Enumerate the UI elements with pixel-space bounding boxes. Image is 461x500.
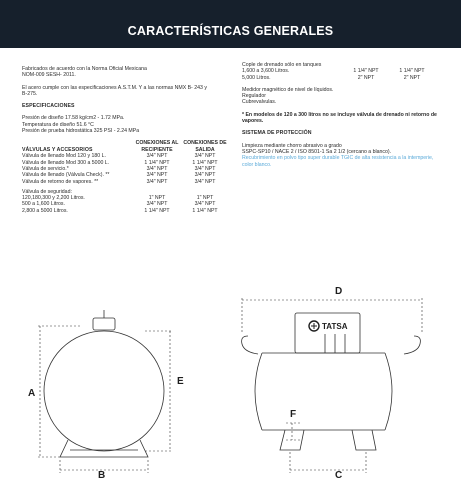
coating-line-2: color blanco. xyxy=(242,161,272,168)
page-title: CARACTERÍSTICAS GENERALES xyxy=(127,24,334,38)
valve-conn-salida: 3/4" NPT xyxy=(194,172,216,179)
tatsa-logo xyxy=(309,321,319,331)
safety-conn-salida: 1" NPT xyxy=(196,195,214,202)
safety-conn-salida: 1 1/4" NPT xyxy=(192,207,218,214)
safety-conn-recipiente: 1" NPT xyxy=(148,195,166,202)
spec-test-pressure: Presión de prueba hidrostática 325 PSI - 2.24 MPa xyxy=(22,128,140,135)
tank-side-view xyxy=(44,310,164,457)
tank-right-cap xyxy=(385,353,392,430)
dim-label-d: D xyxy=(335,286,343,297)
safety-row xyxy=(22,208,227,214)
valve-row xyxy=(22,179,227,185)
drain-label: Cople de drenado sólo en tanques xyxy=(242,62,322,68)
valve-conn-recipiente: 3/4" NPT xyxy=(146,178,168,185)
safety-valve-label: Válvula de seguridad: xyxy=(22,188,72,195)
right-column xyxy=(242,62,454,168)
safety-capacity: 500 a 1,600 Litros. xyxy=(22,201,65,208)
valve-conn-salida: 3/4" NPT xyxy=(194,178,216,185)
drain-conn-a: 1 1/4" NPT xyxy=(353,68,379,75)
valve-name: Válvula de llenado (Válvula Check). ** xyxy=(22,172,110,179)
specs-heading: ESPECIFICACIONES xyxy=(22,103,75,110)
col-header-recipiente-2: RECIPIENTE xyxy=(141,146,173,153)
tank-technical-drawing xyxy=(0,280,461,500)
side-valve-cap xyxy=(93,318,115,330)
valve-conn-salida: 3/4" NPT xyxy=(194,165,216,172)
accessory-item: Medidor magnético de nivel de líquidos. xyxy=(242,86,334,93)
valve-conn-salida: 1 1/4" NPT xyxy=(192,159,218,166)
safety-conn-salida: 3/4" NPT xyxy=(194,201,216,208)
safety-conn-recipiente: 3/4" NPT xyxy=(146,201,168,208)
steel-line-1: El acero cumple con las especificaciones A.S.T.M. Y a las normas NMX B- 243 y xyxy=(22,84,207,91)
coating-line-1: Recubrimiento en polvo tipo super durable TGIC de alta resistencia a la intemperie, xyxy=(242,155,434,162)
valve-cover xyxy=(295,313,360,353)
accessory-item: Cubrevalvulas. xyxy=(242,99,277,106)
intro-line-2: NOM-009 SESH- 2011. xyxy=(22,72,76,79)
tank-left-cap xyxy=(255,353,262,430)
dim-label-f: F xyxy=(290,409,297,420)
col-header-recipiente-1: CONEXIONES AL xyxy=(135,140,179,147)
spec-temperature: Temperatura de diseño 51.6 °C xyxy=(22,121,94,128)
drain-row xyxy=(242,75,454,81)
intro-line-1: Fabricados de acuerdo con la Norma Oficial Mexicana xyxy=(22,66,147,72)
dim-label-a: A xyxy=(28,388,36,399)
drain-conn-b: 2" NPT xyxy=(403,74,421,81)
tank-circle xyxy=(44,331,164,451)
safety-capacity: 2,800 a 5000 Litros. xyxy=(22,207,68,214)
front-right-leg xyxy=(352,430,376,450)
col-header-salida-2: SALIDA xyxy=(195,146,215,153)
safety-capacity: 120,180,300 y 2,200 Litros. xyxy=(22,195,85,202)
valve-conn-recipiente: 1 1/4" NPT xyxy=(144,159,170,166)
drain-capacity: 5,000 Litros. xyxy=(242,74,271,81)
tank-front-view xyxy=(242,313,421,450)
drain-conn-b: 1 1/4" NPT xyxy=(399,68,425,75)
protection-line-1: Limpieza mediante chorro abrasivo a grado xyxy=(242,142,342,149)
col-header-salida-1: CONEXIONES DE xyxy=(183,140,227,147)
accessory-item: Regulador xyxy=(242,93,266,100)
valves-heading: VÁLVULAS Y ACCESORIOS xyxy=(22,146,93,153)
protection-heading: SISTEMA DE PROTECCIÓN xyxy=(242,130,312,137)
valve-conn-recipiente: 3/4" NPT xyxy=(146,165,168,172)
drain-capacity: 1,600 a 3,600 Litros. xyxy=(242,68,290,75)
steel-line-2: B-275. xyxy=(22,90,38,97)
dim-label-b: B xyxy=(98,470,106,481)
drain-conn-a: 2" NPT xyxy=(357,74,375,81)
valve-name: Válvula de servicio.* xyxy=(22,165,69,172)
left-column xyxy=(22,66,227,214)
valve-name: Válvula de llenado Mod 300 a 5000 L. xyxy=(22,159,110,166)
right-lifting-lug xyxy=(404,336,420,354)
header-bar xyxy=(0,0,461,48)
valve-name: Válvula de retorno de vapores. ** xyxy=(22,178,99,185)
valve-conn-recipiente: 3/4" NPT xyxy=(146,153,168,160)
valve-name: Válvula de llenado Mod 120 y 180 L. xyxy=(22,153,106,160)
models-note: * En modelos de 120 a 300 litros no se incluye válvula de drenado ni retorno de vapores. xyxy=(242,111,437,125)
protection-line-2: SSPC-SP10 / NACE 2 / ISO 8501-1 Sa 2 1/2 (cercano a blanco). xyxy=(242,148,392,155)
valve-conn-salida: 3/4" NPT xyxy=(194,153,216,160)
valves-table-header xyxy=(22,140,227,153)
brand-label: TATSA xyxy=(322,322,348,331)
dim-label-e: E xyxy=(177,376,184,387)
valve-conn-recipiente: 3/4" NPT xyxy=(146,172,168,179)
spec-pressure: Presión de diseño 17.58 kg/cm2 - 1.72 MPa. xyxy=(22,115,125,122)
dimension-lines xyxy=(38,298,422,473)
safety-conn-recipiente: 1 1/4" NPT xyxy=(144,207,170,214)
dim-label-c: C xyxy=(335,470,343,481)
left-lifting-lug xyxy=(242,336,258,354)
